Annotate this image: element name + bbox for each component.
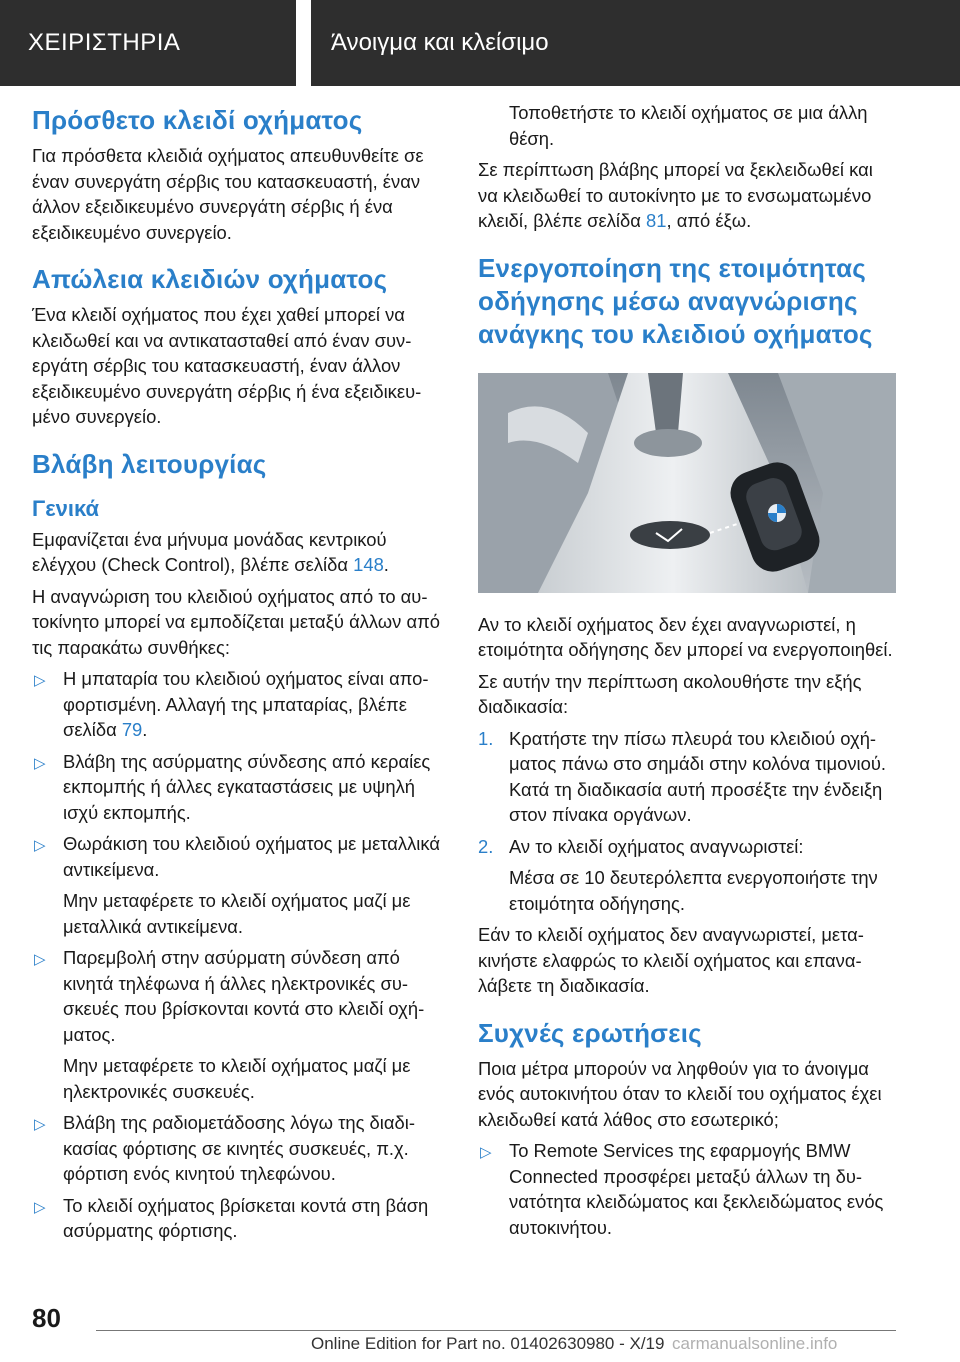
subheading-general: Γενικά <box>32 495 100 521</box>
list-item: ▷ Βλάβη της ασύρματης σύνδεσης από κεραίες εκπομπής ή άλλες εγκαταστάσεις με υψηλή ισχύ εκπομπής. <box>34 750 431 823</box>
heading-drive-ready: Ενεργοποίηση της ετοιμότητας οδήγησης μέσω αναγνώρισης ανάγκης του κλειδιού οχήματος <box>478 252 873 349</box>
list-item-note: Μην μεταφέρετε το κλειδί οχήματος μαζί με μεταλλικά αντικείμενα. <box>63 890 411 937</box>
footer-divider <box>96 1330 896 1331</box>
section-title: ΧΕΙΡΙΣΤΗΡΙΑ <box>28 29 181 56</box>
paragraph-lost-keys: Ένα κλειδί οχήματος που έχει χαθεί μπορεί να κλειδωθεί και να αντικατασταθεί από έναν συνεργάτη σέρβις του κατασκευαστή, έναν άλλον εξειδικευμένο συνεργάτη σέρβις ή ένα εξειδικευμένο συνεργείο. <box>32 304 422 427</box>
paragraph-recognition: Η αναγνώριση του κλειδιού οχήματος από το αυτοκίνητο μπορεί να εμποδίζεται μεταξύ άλλων από τις παρακάτω συνθήκες: <box>32 585 441 658</box>
faq-list <box>478 1138 896 1240</box>
heading-lost-keys: Απώλεια κλειδιών οχήματος <box>32 264 388 294</box>
step-number: 2. <box>478 835 494 857</box>
watermark: carmanualsonline.info <box>672 1334 838 1353</box>
footer-edition: Online Edition for Part no. 01402630980 - X/19 <box>311 1334 665 1353</box>
list-item: ▷ Παρεμβολή στην ασύρματη σύνδεση από κινητά τηλέφωνα ή άλλες ηλεκτρονικές συσκευές που βρίσκονται κοντά στο κλειδί οχήματος. Μην μεταφέρετε το κλειδί οχήματος μαζί με ηλεκτρονικές συσκευές. <box>32 945 450 1104</box>
page-link-81[interactable]: 81 <box>646 210 667 231</box>
paragraph-not-recognized: Αν το κλειδί οχήματος δεν έχει αναγνωριστεί, η ετοιμότητα οδήγησης δεν μπορεί να ενεργοποιηθεί. <box>478 613 893 660</box>
triangle-bullet-icon: ▷ <box>34 951 46 968</box>
step-item: 2. Αν το κλειδί οχήματος αναγνωριστεί: Μέσα σε 10 δευτερόλεπτα ενεργοποιήστε την ετοιμότητα οδήγησης. <box>478 834 896 917</box>
paragraph-additional-key: Για πρόσθετα κλειδιά οχήματος απευθυνθείτε σε έναν συνεργάτη σέρβις του κατασκευαστή, έναν άλλον εξειδικευμένο συνεργάτη σέρβις ή ένα εξειδικευμένο συνεργείο. <box>32 145 424 243</box>
left-column <box>32 100 450 1250</box>
step-item: 1. Κρατήστε την πίσω πλευρά του κλειδιού οχήματος πάνω στο σημάδι στην κολόνα τιμονιού. Κατά τη διαδικασία αυτή προσέξτε την ένδειξη στον πίνακα οργάνων. <box>478 727 887 825</box>
chapter-bar <box>311 0 960 86</box>
paragraph-integrated-key: Σε περίπτωση βλάβης μπορεί να ξεκλειδωθεί και να κλειδωθεί το αυτοκίνητο με το ενσωματωμένο κλειδί, βλέπε σελίδα 81, από έξω. <box>478 159 873 231</box>
list-item: ▷ Βλάβη της ραδιομετάδοσης λόγω της διαδικασίας φόρτισης σε κινητές συσκευές, π.χ. φόρτιση ενός κινητού τηλεφώνου. <box>34 1112 415 1184</box>
paragraph-faq-question: Ποια μέτρα μπορούν να ληφθούν για το άνοιγμα ενός αυτοκινήτου όταν το κλειδί του οχήματος έχει κλειδωθεί κατά λάθος στο εσωτερικό; <box>478 1057 882 1130</box>
conditions-list <box>32 666 450 1244</box>
page-header <box>0 0 960 86</box>
list-item: ▷ Το κλειδί οχήματος βρίσκεται κοντά στη βάση ασύρματης φόρτισης. <box>34 1194 429 1241</box>
step-note: Μέσα σε 10 δευτερόλεπτα ενεργοποιήστε την ετοιμότητα οδήγησης. <box>509 867 878 914</box>
right-column <box>478 100 896 1246</box>
list-item: ▷ Η μπαταρία του κλειδιού οχήματος είναι αποφορτισμένη. Αλλαγή της μπαταρίας, βλέπε σελίδα 79. <box>34 668 429 740</box>
list-item: ▷ Θωράκιση του κλειδιού οχήματος με μεταλλικά αντικείμενα. Μην μεταφέρετε το κλειδί οχήματος μαζί με μεταλλικά αντικείμενα. <box>32 831 450 939</box>
page-link-148[interactable]: 148 <box>353 554 384 575</box>
procedure-steps <box>478 726 896 917</box>
triangle-bullet-icon: ▷ <box>34 754 46 772</box>
heading-malfunction: Βλάβη λειτουργίας <box>32 448 267 479</box>
triangle-bullet-icon: ▷ <box>34 837 46 854</box>
page-link-79[interactable]: 79 <box>121 719 143 740</box>
section-tab <box>0 0 296 86</box>
heading-faq: Συχνές ερωτήσεις <box>478 1017 702 1048</box>
list-item-continuation: Τοποθετήστε το κλειδί οχήματος σε μια άλλη θέση. <box>509 102 868 149</box>
triangle-bullet-icon: ▷ <box>34 1116 46 1133</box>
step-number: 1. <box>478 727 494 749</box>
paragraph-check-control: Εμφανίζεται ένα μήνυμα μονάδας κεντρικού ελέγχου (Check Control), βλέπε σελίδα 148. <box>32 528 389 575</box>
triangle-bullet-icon: ▷ <box>34 1198 46 1216</box>
steering-column-key-illustration <box>478 373 896 593</box>
triangle-bullet-icon: ▷ <box>480 1144 492 1161</box>
chapter-title: Άνοιγμα και κλείσιμο <box>331 29 549 56</box>
page-number: 80 <box>32 1303 61 1333</box>
heading-additional-key: Πρόσθετο κλειδί οχήματος <box>32 105 363 135</box>
paragraph-procedure: Σε αυτήν την περίπτωση ακολουθήστε την εξής διαδικασία: <box>478 670 862 717</box>
list-item: ▷ Το Remote Services της εφαρμογής BMW Connected προσφέρει μεταξύ άλλων τη δυνατότητα κλειδώματος και ξεκλειδώματος ενός αυτοκινήτου. <box>480 1140 884 1238</box>
triangle-bullet-icon: ▷ <box>34 672 46 689</box>
list-item-note: Μην μεταφέρετε το κλειδί οχήματος μαζί με ηλεκτρονικές συσκευές. <box>63 1055 411 1102</box>
paragraph-retry: Εάν το κλειδί οχήματος δεν αναγνωριστεί, μετακινήστε ελαφρώς το κλειδί οχήματος και επαναλάβετε τη διαδικασία. <box>478 924 864 996</box>
